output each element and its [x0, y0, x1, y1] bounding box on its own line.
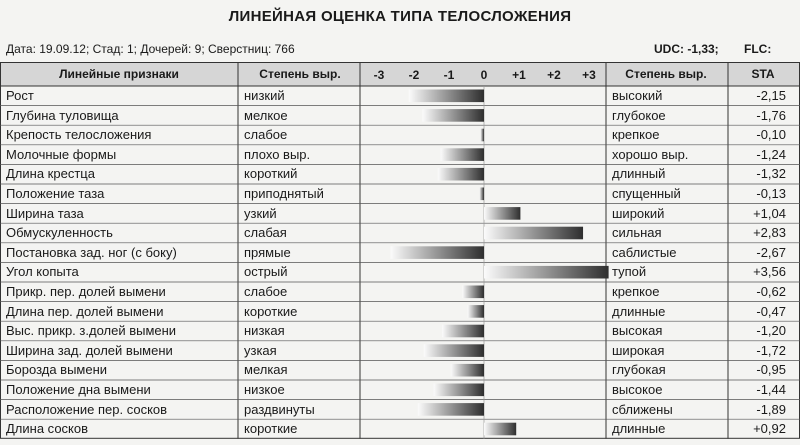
axis-tick-label: -2	[408, 68, 420, 82]
left-degree: слабое	[244, 127, 288, 143]
sta-value: -1,72	[756, 342, 786, 358]
bar	[409, 90, 484, 103]
right-degree: длинные	[612, 421, 666, 437]
sta-value: -0,95	[756, 362, 786, 378]
sta-value: -0,62	[756, 284, 786, 299]
bar	[484, 227, 583, 240]
left-degree: слабое	[244, 284, 288, 299]
bar	[442, 325, 484, 338]
left-degree: короткий	[244, 166, 298, 182]
axis-tick-label: -1	[443, 68, 455, 82]
axis-tick-label: +3	[582, 68, 596, 82]
sta-value: -0,10	[756, 127, 786, 143]
left-degree: низкий	[244, 88, 285, 103]
right-degree: крепкое	[612, 127, 660, 143]
bar	[484, 266, 609, 279]
sta-value: -0,13	[756, 186, 786, 201]
right-degree: высокая	[612, 323, 663, 339]
trait-name: Молочные формы	[6, 146, 117, 162]
trait-name: Рост	[6, 88, 34, 103]
bar	[422, 109, 484, 122]
bar	[484, 423, 516, 436]
sta-value: -1,44	[756, 382, 786, 397]
sta-value: -1,89	[756, 401, 786, 417]
sta-value: +0,92	[753, 421, 786, 437]
right-degree: широкая	[612, 342, 665, 358]
sta-value: -1,32	[756, 166, 786, 182]
left-degree: короткие	[244, 303, 298, 319]
bar	[434, 384, 484, 397]
right-degree: высокое	[612, 382, 663, 397]
right-degree: спущенный	[612, 186, 681, 201]
bar	[468, 305, 484, 318]
trait-name: Ширина зад. долей вымени	[6, 342, 173, 358]
right-degree: сильная	[612, 225, 662, 241]
left-degree: низкая	[244, 323, 285, 339]
trait-name: Прикр. пер. долей вымени	[6, 284, 166, 299]
left-degree: узкая	[244, 342, 277, 358]
right-degree: хорошо выр.	[612, 146, 689, 162]
bar	[479, 188, 484, 201]
left-degree: плохо выр.	[244, 146, 311, 162]
bar	[424, 344, 484, 357]
left-degree: мелкое	[244, 107, 288, 123]
left-degree: мелкая	[244, 362, 288, 378]
udc-value: UDC: -1,33;	[654, 42, 719, 56]
trait-name: Выс. прикр. з.долей вымени	[6, 323, 177, 339]
trait-name: Ширина таза	[6, 205, 84, 221]
info-line: Дата: 19.09.12; Стад: 1; Дочерей: 9; Сверстниц: 766	[6, 42, 295, 56]
right-degree: тупой	[612, 264, 647, 280]
sta-value: +3,56	[753, 264, 786, 280]
left-degree: слабая	[244, 225, 287, 241]
flc-value: FLC:	[744, 42, 772, 56]
axis-tick-label: +2	[547, 68, 561, 82]
sta-value: -1,76	[756, 107, 786, 123]
right-degree: широкий	[612, 205, 665, 221]
right-degree: саблистые	[612, 244, 677, 260]
axis-tick-label: -3	[373, 68, 385, 82]
right-degree: крепкое	[612, 284, 660, 299]
bar	[391, 246, 484, 259]
right-degree: глубокое	[612, 107, 666, 123]
right-degree: глубокая	[612, 362, 666, 378]
trait-name: Глубина туловища	[6, 107, 119, 123]
right-degree: сближены	[612, 401, 673, 417]
header-right-degree: Степень выр.	[625, 67, 707, 81]
axis-tick-label: +1	[512, 68, 526, 82]
bar	[451, 364, 484, 377]
left-degree: приподнятый	[244, 186, 324, 201]
trait-name: Крепость телосложения	[6, 127, 152, 143]
sta-value: -1,20	[756, 323, 786, 339]
trait-name: Постановка зад. ног (с боку)	[6, 244, 177, 260]
axis-tick-label: 0	[480, 68, 488, 82]
sta-value: -2,15	[756, 88, 786, 103]
trait-name: Положение дна вымени	[6, 382, 151, 397]
bar	[441, 148, 484, 161]
trait-name: Длина сосков	[6, 421, 89, 437]
trait-name: Длина крестца	[6, 166, 95, 182]
left-degree: прямые	[244, 244, 291, 260]
sta-value: -0,47	[756, 303, 786, 319]
trait-name: Положение таза	[6, 186, 105, 201]
trait-name: Длина пер. долей вымени	[6, 303, 164, 319]
page-title: ЛИНЕЙНАЯ ОЦЕНКА ТИПА ТЕЛОСЛОЖЕНИЯ	[228, 8, 572, 25]
bar	[418, 403, 484, 416]
left-degree: острый	[244, 264, 288, 280]
trait-name: Обмускуленность	[6, 225, 113, 241]
right-degree: длинный	[612, 166, 666, 182]
bar	[438, 168, 484, 181]
left-degree: короткие	[244, 421, 298, 437]
header-left-degree: Степень выр.	[259, 67, 341, 81]
bar	[462, 286, 484, 299]
right-degree: высокий	[612, 88, 663, 103]
right-degree: длинные	[612, 303, 666, 319]
left-degree: узкий	[244, 205, 277, 221]
header-trait: Линейные признаки	[59, 67, 179, 81]
trait-name: Борозда вымени	[6, 362, 108, 378]
bar	[484, 207, 520, 220]
sta-value: -1,24	[756, 146, 786, 162]
header-sta: STA	[751, 67, 775, 81]
trait-name: Расположение пер. сосков	[6, 401, 168, 417]
sta-value: +1,04	[753, 205, 786, 221]
left-degree: раздвинуты	[244, 401, 315, 417]
trait-name: Угол копыта	[6, 264, 79, 280]
sta-value: +2,83	[753, 225, 786, 241]
bar	[481, 129, 485, 142]
sta-value: -2,67	[756, 244, 786, 260]
left-degree: низкое	[244, 382, 285, 397]
